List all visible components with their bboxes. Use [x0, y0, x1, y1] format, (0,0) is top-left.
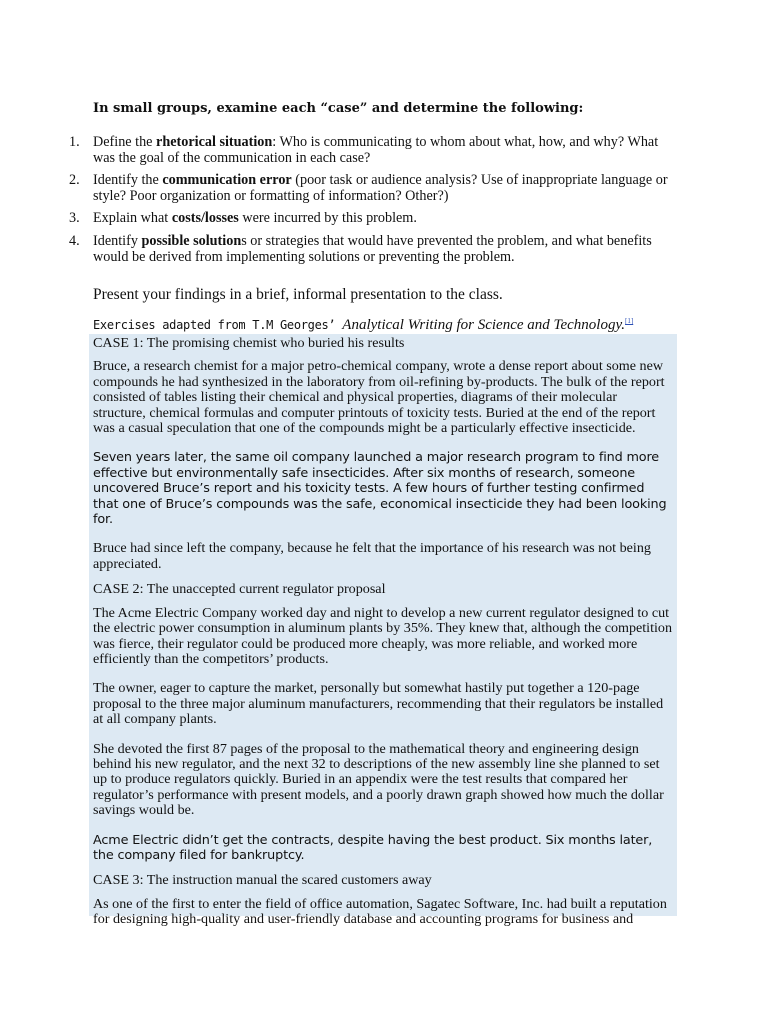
task-keyword: possible solution	[141, 232, 242, 249]
task-keyword: communication error	[162, 172, 292, 189]
task-number: 3.	[69, 210, 80, 227]
case-paragraph: Bruce, a research chemist for a major petro-chemical company, wrote a dense report about some new compounds he had synthesized in the laboratory from oil-refining by-products. The bulk of the report consisted of tables listing their chemical and physical properties, diagrams of their molecular structure, chemical formulas and computer printouts of toxicity tests. Buried at the end of the report was a casual speculation that one of the compounds might be a particularly effective insecticide.	[93, 358, 665, 437]
case-paragraph: The owner, eager to capture the market, personally but somewhat hastily put together a 120-page proposal to the three major aluminum manufacturers, recommending that their regulators be installed at all company plants.	[93, 680, 664, 728]
case-title: CASE 2: The unaccepted current regulator proposal	[93, 581, 386, 598]
presentation-instruction: Present your findings in a brief, informal presentation to the class.	[93, 286, 503, 303]
task-number: 2.	[69, 172, 80, 189]
task-item: 2. Identify the communication error (poor task or audience analysis? Use of inappropriate language or style? Poor organization or formatting of information? Other?)	[69, 172, 668, 204]
case-paragraph: The Acme Electric Company worked day and night to develop a new current regulator designed to cut the electric power consumption in aluminum plants by 35%. They knew that, although the competition was fierce, their regulator could be produced more cheaply, was more reliable, and worked more efficiently than the competitors’ products.	[93, 604, 673, 667]
source-credit: Exercises adapted from T.M Georges’ Analytical Writing for Science and Technology.[1]	[93, 317, 634, 333]
case-title: CASE 3: The instruction manual the scared customers away	[93, 872, 432, 889]
task-keyword: rhetorical situation	[156, 134, 273, 150]
case-paragraph: Acme Electric didn’t get the contracts, despite having the best product. Six months later, the company filed for bankruptcy.	[93, 832, 653, 863]
task-list	[69, 134, 683, 272]
task-keyword: costs/losses	[171, 210, 239, 227]
task-number: 4.	[69, 232, 80, 249]
instructions-heading: In small groups, examine each “case” and determine the following:	[93, 101, 584, 116]
task-number: 1.	[69, 134, 80, 150]
footnote-link[interactable]: [1]	[625, 317, 634, 325]
book-title: Analytical Writing for Science and Technology.	[342, 317, 626, 333]
case-paragraph: As one of the first to enter the field of office automation, Sagatec Software, Inc. had built a reputation for designing high-quality and user-friendly database and accounting programs for business and	[93, 895, 667, 928]
case-paragraph: Bruce had since left the company, because he felt that the importance of his research was not being appreciated.	[93, 540, 651, 572]
case-paragraph: She devoted the first 87 pages of the proposal to the mathematical theory and engineering design behind his new regulator, and the next 32 to descriptions of the new assembly line she planned to set up to produce regulators quickly. Buried in an appendix were the test results that compared her regulator’s performance with present models, and a poorly drawn graph showed how much the dollar savings would be.	[93, 740, 664, 819]
task-item: 3. Explain what costs/losses were incurred by this problem.	[69, 210, 417, 227]
case-paragraph: Seven years later, the same oil company launched a major research program to find more effective but environmentally safe insecticides. After six months of research, someone uncovered Bruce’s report and his toxicity tests. A few hours of further testing confirmed that one of Bruce’s compounds was the safe, economical insecticide they had been looking for.	[93, 450, 667, 528]
case-studies-panel	[89, 334, 677, 928]
task-item: 1. Define the rhetorical situation: Who is communicating to whom about what, how, and why? What was the goal of the communication in each case?	[69, 134, 659, 166]
case-title: CASE 1: The promising chemist who buried his results	[93, 335, 405, 351]
task-item: 4. Identify possible solutions or strategies that would have prevented the problem, and what benefits would be derived from implementing solutions or preventing the problem.	[69, 232, 652, 265]
